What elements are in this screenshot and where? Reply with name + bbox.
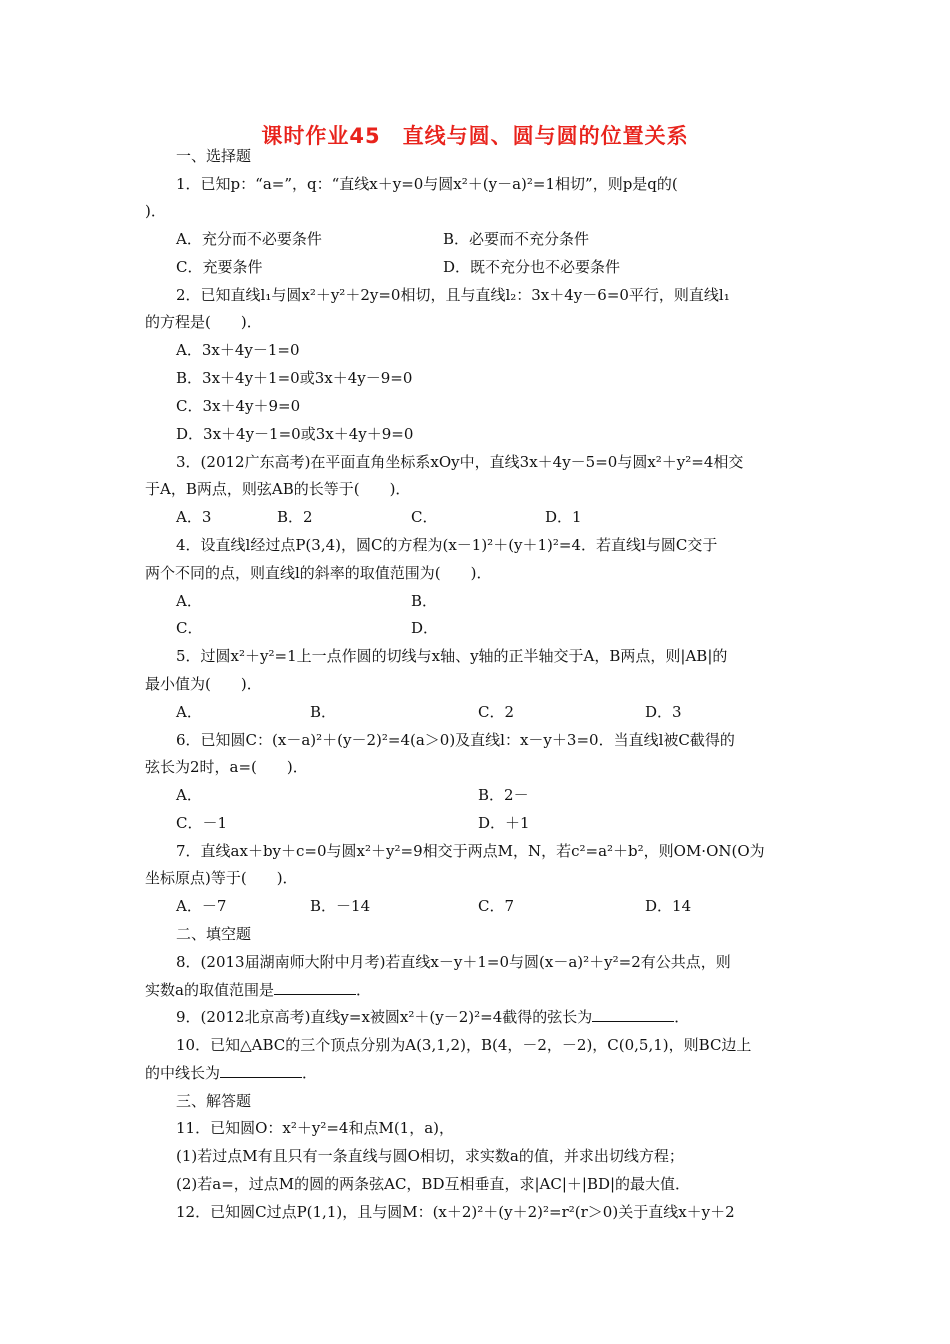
- q2-stem-cont: 的方程是( )．: [145, 313, 262, 331]
- q3-stem-cont: 于A，B两点，则弦AB的长等于( )．: [145, 480, 411, 498]
- q6-stem-cont: 弦长为2时，a=( )．: [145, 758, 308, 776]
- q6-option-a: A．: [176, 786, 202, 804]
- q4-option-c: C．: [176, 619, 203, 637]
- q10-text: 的中线长为: [145, 1064, 221, 1082]
- q6-stem: 6．已知圆C：(x－a)²＋(y－2)²=4(a＞0)及直线l：x－y＋3=0．当直线l被C截得的: [176, 731, 735, 749]
- q1-option-d: D．既不充分也不必要条件: [443, 258, 621, 276]
- q1-option-a: A．充分而不必要条件: [176, 230, 322, 248]
- q3-option-b: B．2: [277, 508, 313, 526]
- section-heading-fill: 二、填空题: [176, 925, 252, 943]
- q1-option-c: C．充要条件: [176, 258, 263, 276]
- q7-option-d: D．14: [645, 897, 692, 915]
- section-heading-solve: 三、解答题: [176, 1092, 252, 1110]
- q5-stem-cont: 最小值为( )．: [145, 675, 262, 693]
- q9-text: 9．(2012北京高考)直线y=x被圆x²＋(y－2)²=4截得的弦长为: [176, 1008, 593, 1026]
- q4-option-a: A．: [176, 592, 202, 610]
- q7-stem: 7．直线ax＋by＋c=0与圆x²＋y²=9相交于两点M，N，若c²=a²＋b²，则OM·ON(O为: [176, 842, 765, 860]
- q11-part1: (1)若过点M有且只有一条直线与圆O相切，求实数a的值，并求出切线方程；: [176, 1147, 684, 1165]
- q3-option-d: D．1: [545, 508, 582, 526]
- q5-option-b: B．: [310, 703, 337, 721]
- q12-stem: 12．已知圆C过点P(1,1)，且与圆M：(x＋2)²＋(y＋2)²=r²(r＞0)关于直线x＋y＋2: [176, 1203, 735, 1221]
- q10-stem: 10．已知△ABC的三个顶点分别为A(3,1,2)，B(4，－2，－2)，C(0,5,1)，则BC边上: [176, 1036, 752, 1054]
- q9-end: ．: [674, 1008, 690, 1026]
- q10-end: ．: [302, 1064, 318, 1082]
- q8-stem-cont: [145, 980, 371, 1000]
- q7-stem-cont: 坐标原点)等于( )．: [145, 869, 298, 887]
- q5-stem: 5．过圆x²＋y²=1上一点作圆的切线与x轴、y轴的正半轴交于A，B两点，则|AB|的: [176, 647, 728, 665]
- q10-answer-blank: [220, 1063, 302, 1078]
- q6-option-c: C．－1: [176, 814, 228, 832]
- q3-stem: 3．(2012广东高考)在平面直角坐标系xOy中，直线3x＋4y－5=0与圆x²＋y²=4相交: [176, 453, 744, 471]
- q8-end: ．: [355, 981, 371, 999]
- q2-option-b: B．3x＋4y＋1=0或3x＋4y－9=0: [176, 369, 413, 387]
- q6-option-d: D．＋1: [478, 814, 530, 832]
- q7-option-c: C．7: [478, 897, 515, 915]
- q4-stem-cont: 两个不同的点，则直线l的斜率的取值范围为( )．: [145, 564, 492, 582]
- q8-text: 实数a的取值范围是: [145, 981, 274, 999]
- q11-part2: (2)若a=，过点M的圆的两条弦AC，BD互相垂直，求|AC|＋|BD|的最大值．: [176, 1175, 691, 1193]
- q10-stem-cont: [145, 1063, 317, 1083]
- q2-option-a: A．3x＋4y－1=0: [176, 341, 300, 359]
- section-heading-choice: 一、选择题: [176, 147, 252, 165]
- q3-option-c: C．: [411, 508, 438, 526]
- q2-stem: 2．已知直线l₁与圆x²＋y²＋2y=0相切，且与直线l₂：3x＋4y－6=0平行，则直线l₁: [176, 286, 730, 304]
- q2-option-d: D．3x＋4y－1=0或3x＋4y＋9=0: [176, 425, 414, 443]
- q7-option-a: A．－7: [176, 897, 227, 915]
- q3-option-a: A．3: [176, 508, 212, 526]
- q1-stem-cont: )．: [145, 202, 166, 220]
- q8-answer-blank: [274, 980, 356, 995]
- q5-option-d: D．3: [645, 703, 682, 721]
- q4-option-b: B．: [411, 592, 438, 610]
- q1-stem: 1．已知p：“a=”，q：“直线x＋y=0与圆x²＋(y－a)²=1相切”，则p是q的(: [176, 175, 678, 193]
- q4-stem: 4．设直线l经过点P(3,4)，圆C的方程为(x－1)²＋(y＋1)²=4．若直线l与圆C交于: [176, 536, 718, 554]
- q8-stem: 8．(2013届湖南师大附中月考)若直线x－y＋1=0与圆(x－a)²＋y²=2有公共点，则: [176, 953, 731, 971]
- q11-stem: 11．已知圆O：x²＋y²=4和点M(1，a)，: [176, 1119, 455, 1137]
- q5-option-c: C．2: [478, 703, 515, 721]
- q5-option-a: A．: [176, 703, 202, 721]
- q1-option-b: B．必要而不充分条件: [443, 230, 590, 248]
- q4-option-d: D．: [411, 619, 439, 637]
- q6-option-b: B．2－: [478, 786, 529, 804]
- q9-stem: [176, 1007, 689, 1027]
- q2-option-c: C．3x＋4y＋9=0: [176, 397, 301, 415]
- page-title: 课时作业45 直线与圆、圆与圆的位置关系: [261, 124, 689, 148]
- q7-option-b: B．－14: [310, 897, 371, 915]
- q9-answer-blank: [592, 1007, 674, 1022]
